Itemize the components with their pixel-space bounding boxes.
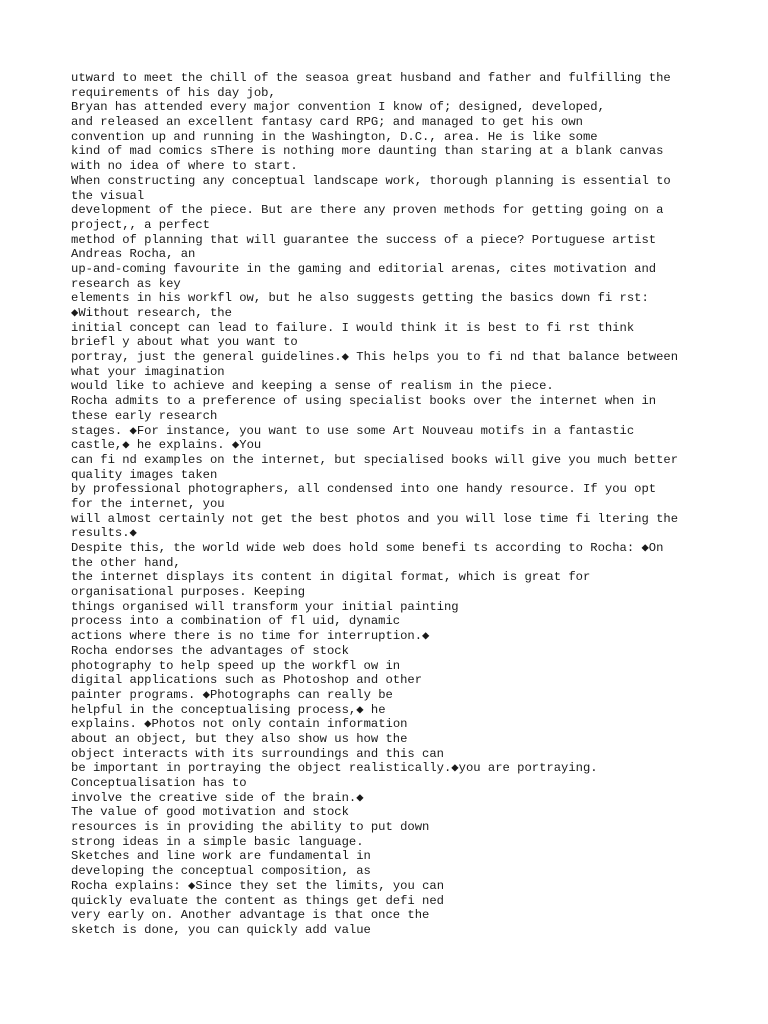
- text-line: up-and-coming favourite in the gaming and editorial arenas, cites motivation and: [71, 261, 657, 276]
- text-line: utward to meet the chill of the seasoa great husband and father and fulfilling the: [71, 71, 671, 85]
- text-line: sketch is done, you can quickly add value: [71, 922, 371, 937]
- text-line: would like to achieve and keeping a sense of realism in the piece.: [71, 379, 554, 394]
- text-line: resources is in providing the ability to put down: [71, 820, 430, 835]
- text-line: photography to help speed up the workfl ow in: [71, 658, 401, 673]
- text-line: requirements of his day job,: [71, 85, 276, 100]
- text-line: convention up and running in the Washington, D.C., area. He is like some: [71, 129, 598, 144]
- text-line: process into a combination of fl uid, dynamic: [71, 614, 401, 629]
- text-line: initial concept can lead to failure. I would think it is best to fi rst think: [71, 320, 635, 335]
- text-line: When constructing any conceptual landscape work, thorough planning is essential to: [71, 173, 671, 188]
- text-line: about an object, but they also show us how the: [71, 731, 408, 746]
- text-line: kind of mad comics sThere is nothing more daunting than staring at a blank canvas: [71, 144, 664, 159]
- text-line: elements in his workfl ow, but he also suggests getting the basics down fi rst:: [71, 291, 649, 306]
- text-line: Rocha endorses the advantages of stock: [71, 643, 349, 658]
- text-line: and released an excellent fantasy card RPG; and managed to get his own: [71, 115, 583, 130]
- text-line: the other hand,: [71, 555, 181, 570]
- text-line: stages. ◆For instance, you want to use some Art Nouveau motifs in a fantastic: [71, 423, 635, 438]
- text-line: with no idea of where to start.: [71, 159, 298, 174]
- text-line: portray, just the general guidelines.◆ This helps you to fi nd that balance between: [71, 350, 679, 365]
- text-line: what your imagination: [71, 364, 225, 379]
- text-line: quickly evaluate the content as things get defi ned: [71, 893, 444, 908]
- text-line: can fi nd examples on the internet, but specialised books will give you much better: [71, 452, 679, 467]
- text-line: painter programs. ◆Photographs can really be: [71, 687, 393, 702]
- text-line: actions where there is no time for interruption.◆: [71, 629, 430, 644]
- text-line: Bryan has attended every major convention I know of; designed, developed,: [71, 100, 605, 115]
- document-page: [71, 71, 761, 938]
- text-line: helpful in the conceptualising process,◆ he: [71, 702, 386, 717]
- text-line: development of the piece. But are there any proven methods for getting going on a: [71, 203, 664, 218]
- text-line: castle,◆ he explains. ◆You: [71, 438, 262, 453]
- text-line: things organised will transform your initial painting: [71, 599, 459, 614]
- text-line: explains. ◆Photos not only contain information: [71, 717, 408, 732]
- text-line: be important in portraying the object realistically.◆you are portraying.: [71, 761, 598, 776]
- text-line: Despite this, the world wide web does hold some benefi ts according to Rocha: ◆On: [71, 541, 664, 555]
- text-line: quality images taken: [71, 467, 218, 482]
- text-line: by professional photographers, all condensed into one handy resource. If you opt: [71, 482, 657, 497]
- text-line: results.◆: [71, 526, 137, 541]
- text-line: ◆Without research, the: [71, 306, 232, 320]
- text-line: Andreas Rocha, an: [71, 247, 196, 262]
- text-line: very early on. Another advantage is that once the: [71, 908, 430, 923]
- text-line: developing the conceptual composition, as: [71, 864, 371, 879]
- text-line: Sketches and line work are fundamental in: [71, 849, 371, 864]
- text-line: the visual: [71, 188, 145, 203]
- text-line: involve the creative side of the brain.◆: [71, 790, 364, 805]
- text-line: will almost certainly not get the best photos and you will lose time fi ltering the: [71, 511, 679, 526]
- text-line: object interacts with its surroundings and this can: [71, 746, 444, 761]
- text-line: briefl y about what you want to: [71, 335, 298, 350]
- text-line: organisational purposes. Keeping: [71, 585, 306, 600]
- text-line: for the internet, you: [71, 496, 225, 511]
- text-line: the internet displays its content in digital format, which is great for: [71, 570, 591, 585]
- text-line: Rocha admits to a preference of using specialist books over the internet when in: [71, 394, 657, 409]
- text-line: Conceptualisation has to: [71, 776, 247, 790]
- text-line: strong ideas in a simple basic language.: [71, 834, 364, 849]
- text-line: The value of good motivation and stock: [71, 805, 349, 820]
- text-line: project,, a perfect: [71, 217, 210, 232]
- text-line: digital applications such as Photoshop and other: [71, 673, 423, 688]
- text-line: research as key: [71, 276, 181, 291]
- text-line: these early research: [71, 408, 218, 423]
- text-line: Rocha explains: ◆Since they set the limits, you can: [71, 878, 445, 893]
- text-line: method of planning that will guarantee the success of a piece? Portuguese artist: [71, 232, 657, 247]
